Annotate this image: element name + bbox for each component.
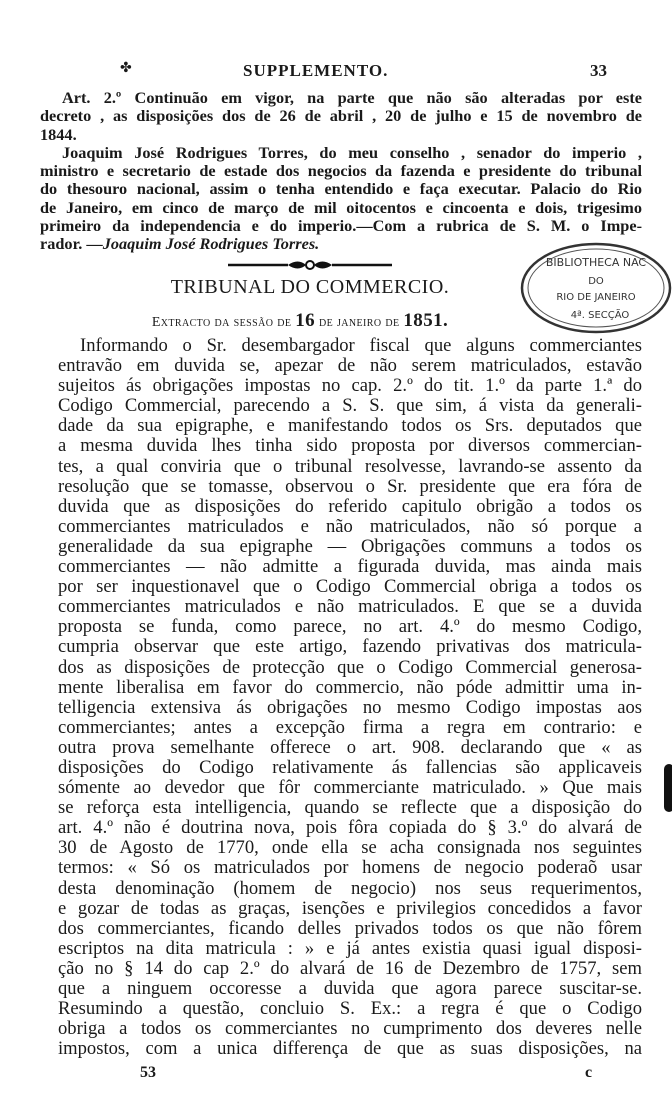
stamp-line-1: BIBLIOTHECA NAC <box>545 256 647 269</box>
text-line: tes, a qual conviria que o tribunal resolvesse, lavrando-se assento da <box>58 455 642 477</box>
session-report-text <box>58 336 660 1059</box>
text-line: rador. —Joaquim José Rodrigues Torres. <box>40 234 320 254</box>
text-line: dos commerciantes, ficando delles privados todos os que não fôrem <box>58 917 642 939</box>
stamp-line-2: DO <box>588 276 604 287</box>
text-line: escriptos na dita matricula : » e já antes existia quasi igual disposi- <box>58 937 642 959</box>
page-number: 33 <box>590 61 607 80</box>
text-line: por ser inquestionavel que o Codigo Commercial obriga a todos os <box>58 576 642 598</box>
text-line: Joaquim José Rodrigues Torres, do meu conselho , senador do imperio , <box>62 142 642 162</box>
signature-number: 53 <box>140 1064 156 1081</box>
text-line: proposta se funda, como parece, no art. 4.º do mesmo Codigo, <box>58 616 642 638</box>
text-line: entravão em duvida se, apezar de não serem matriculados, estavão <box>58 355 642 377</box>
text-line: outra prova semelhante offerece o art. 908. declarando que « as <box>58 736 642 758</box>
text-line: commerciantes; antes a excepção firma a regra em contrario: e <box>58 716 642 738</box>
text-line: disposições do Codigo relativamente ás fallencias são applicaveis <box>58 756 642 778</box>
text-line: de Janeiro, em cinco de março de mil oitocentos e cincoenta e dois, trigesimo <box>40 197 642 217</box>
divider-ornament-icon <box>228 258 392 272</box>
text-line: Informando o Sr. desembargador fiscal que alguns commerciantes <box>80 335 642 356</box>
text-line: sujeitos ás obrigações impostas no cap. 2.º do tit. 1.º da parte 1.ª do <box>58 375 642 397</box>
text-line: a mesma duvida lhes tinha sido proposta por diversos commercian- <box>58 435 642 457</box>
section-title: TRIBUNAL DO COMMERCIO. <box>170 276 450 298</box>
signature-letter: c <box>585 1064 593 1081</box>
library-stamp <box>518 242 672 334</box>
text-line: obriga a todos os commerciantes no cumprimento dos deveres nelle <box>58 1018 642 1040</box>
extract-mid: de janeiro de <box>315 315 404 330</box>
text-line: dos as disposições de protecção que o Codigo Commercial generosa- <box>58 656 642 678</box>
text-line: que a ninguem occoresse a duvida que agora parece suscitar-se. <box>58 978 642 999</box>
text-line: duvida que as disposições do referido capitulo obrigão a todos os <box>58 495 642 517</box>
text-line: decreto , as disposições dos de 26 de abril , 20 de julho e 15 de novembro de <box>40 106 642 126</box>
text-line: Art. 2.º Continuão em vigor, na parte que não são alteradas por este <box>62 88 642 107</box>
stamp-line-3: RIO DE JANEIRO <box>556 292 636 303</box>
text-line: ção no § 14 do cap 2.º do alvará de 16 de Dezembro de 1757, sem <box>58 957 642 979</box>
scan-edge-mark <box>664 764 672 812</box>
text-line: termos: « Só os matriculados por homens de negocio poderaõ usar <box>58 857 642 879</box>
text-line: commerciantes — não admitte a figurada duvida, mas ainda mais <box>58 556 642 578</box>
printer-ornament-icon: ✤ <box>120 61 132 76</box>
text-line: dade da sua epigraphe, e manifestando todos os Srs. deputados que <box>58 415 642 437</box>
text-line: Codigo Commercial, parecendo a S. S. que sim, á vista da generali- <box>58 395 642 417</box>
stamp-line-4: 4ª. SECÇÃO <box>570 310 630 321</box>
session-extract-heading <box>0 310 600 332</box>
extract-prefix: Extracto da sessão de <box>151 315 296 330</box>
text-line: commerciantes matriculados e não matriculados. E que se a duvida <box>58 596 642 618</box>
text-line: telligencia extensiva ás obrigações no mesmo Codigo impostas aos <box>58 696 642 718</box>
extract-day: 16 <box>295 310 316 331</box>
text-line: Resumindo a questão, concluio S. Ex.: a regra é que o Codigo <box>58 998 642 1020</box>
text-line: e gozar de todas as graças, isenções e privilegios concedidos a favor <box>58 897 642 919</box>
text-line: desta denominação (homem de negocio) nos seus requerimentos, <box>58 877 642 899</box>
text-line: resolução que se tomasse, observou o Sr. presidente que era fóra de <box>58 475 642 497</box>
text-line: do thesouro nacional, assim o tenha entendido e faça executar. Palacio do Rio <box>40 179 642 199</box>
running-title: SUPPLEMENTO. <box>243 61 389 80</box>
decree-text <box>40 89 642 254</box>
text-line: se reforça esta intelligencia, quando se reflecte que a disposição do <box>58 797 642 819</box>
text-line: cumpria observar que este artigo, fazendo privativas dos matricula- <box>58 636 642 658</box>
text-line: commerciantes matriculados e não matriculados, não só porque a <box>58 515 642 537</box>
text-line: mente liberalisa em favor do commercio, não póde admittir uma in- <box>58 676 642 698</box>
text-line: ministro e secretario de estade dos negocios da fazenda e presidente do tribunal <box>40 161 642 181</box>
text-line: art. 4.º não é doutrina nova, pois fôra copiada do § 3.º do alvará de <box>58 817 642 839</box>
extract-year: 1851. <box>403 310 449 331</box>
text-line: sómente ao devedor que fôr commerciante matriculado. » Que mais <box>58 777 642 799</box>
text-line: 1844. <box>40 124 77 144</box>
text-line: impostos, com a unica differença de que as suas disposições, na <box>58 1038 642 1060</box>
text-line: primeiro da independencia e do imperio.—Com a rubrica de S. M. o Impe- <box>40 216 642 236</box>
text-line: generalidade da sua epigraphe — Obrigações communs a todos os <box>58 535 642 557</box>
text-line: 30 de Agosto de 1770, onde ella se acha consignada nos seguintes <box>58 837 642 859</box>
